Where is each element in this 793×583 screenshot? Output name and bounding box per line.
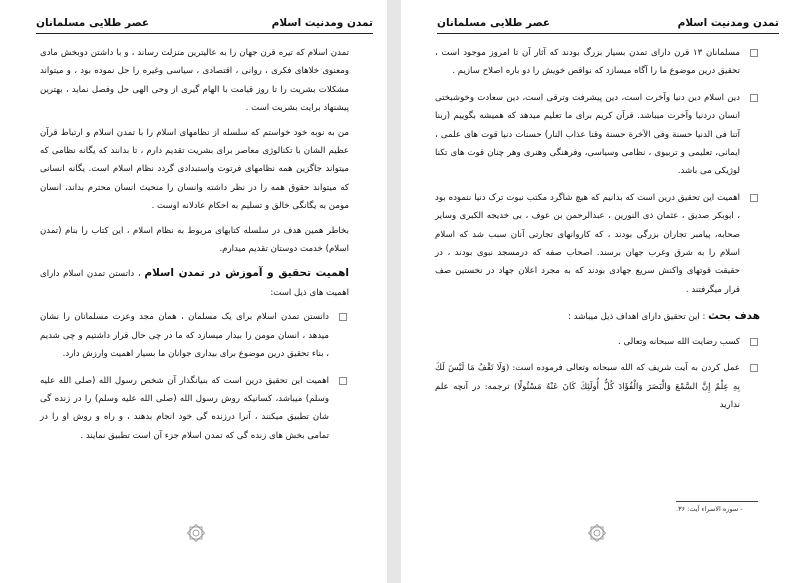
page-header (36, 17, 373, 34)
checkbox-bullet-icon (339, 313, 347, 321)
checkbox-bullet-icon (750, 364, 758, 372)
series-title: عصر طلایی مسلمانان (36, 17, 150, 29)
bullet-text: مسلمانان ۱۳ قرن دارای تمدن بسیار بزرگ بودند که آثار آن تا امروز موجود است ، تحقیق درین موضوع ما را آگاه میسازد که نواقص خویش را دو باره اصلاح سازیم . (435, 48, 740, 77)
goal-paragraph (435, 307, 760, 326)
bullet-text: دین اسلام دین دنیا وآخرت است، دین پیشرفت وترقی است، دین سعادت وخوشبختی انسان دردنیا وآخرت میباشد. قرآن کریم برای ما تعلیم میدهد که همیشه بگوییم (ربنا آتنا فی الدنیا حسنة وفی الآخرة حسنة وقنا عذاب النار) حسنات دنیا قوت های علمی ، ایمانی، تعلیمی و تربیوی ، نظامی وسیاسی، وفرهنگی وهنری وهر چنان قوت های تکنا لوژیکی می باشد. (435, 92, 740, 177)
right-page (401, 0, 793, 583)
page-header (437, 17, 779, 34)
checkbox-bullet-icon (750, 49, 758, 57)
page-body (435, 44, 760, 422)
bullet-text: عمل کردن به آیت شریف که الله سبحانه وتعالی فرموده است: (وَلَا تَقْفُ مَا لَيْسَ لَكَ بِهِ عِلْمٌ إِنَّ السَّمْعَ وَالْبَصَرَ وَالْفُؤَادَ كُلُّ أُولَئِكَ كَانَ عَنْهُ مَسْئُولًا) ترجمه: در آنچه علم نداريد (435, 363, 740, 410)
book-title: تمدن ومدنیت اسلام (271, 17, 373, 29)
bullet-item (435, 359, 760, 414)
section-paragraph (40, 264, 349, 302)
series-title: عصر طلایی مسلمانان (437, 17, 551, 29)
paragraph: من به نوبه خود خواستم که سلسله از نظامهای اسلام را با تمدن اسلام و ارتباط قرآن عظیم الشان با تکنالوژی معاصر برای بشریت تقدیم دارم ، تا بدانند که یگانه نظامی که میتواند جاگزین همه نظامهای فرتوت واستبدادی گردد نظام اسلام است. یگانه انسانی که میتواند حقوق همه را در نظر داشته وانسان را منحیث انسان محترم بداند، انسان مومن به یگانگی خالق و تسلیم به احکام عادلانه اوست . (40, 127, 349, 212)
goal-text: : این تحقیق دارای اهداف ذیل میباشد : (568, 312, 706, 323)
page-body (40, 44, 349, 453)
checkbox-bullet-icon (339, 377, 347, 385)
bullet-item (435, 44, 760, 81)
bullet-item (435, 189, 760, 299)
checkbox-bullet-icon (750, 194, 758, 202)
footnote: - سوره الاسراء آیت: ۳۶. (676, 505, 743, 513)
book-title: تمدن ومدنیت اسلام (677, 17, 779, 29)
paragraph: تمدن اسلام که تیره قرن جهان را به عالیترین منزلت رساند ، و با داشتن دوبخش مادی ومعنوی خلاهای فکری ، روانی ، اقتصادی ، سیاسی وغیره را حل نموده بود ، و میتواند مشکلات بشریت را تا روز قیامت با الهام گیری از وحی الهی حل وفصل نماید ، بهترین پیشنهاد برایت بشریت است . (40, 48, 349, 114)
section-text: ، داتستن تمدن اسلام دارای اهمیت های ذیل است: (40, 269, 349, 298)
bullet-item (40, 308, 349, 363)
checkbox-bullet-icon (750, 338, 758, 346)
paragraph: بخاطر همین هدف در سلسله کتابهای مربوط به نظام اسلام ، این کتاب را بنام (تمدن اسلام) خدمت دوستان تقدیم میدارم. (40, 225, 349, 255)
left-page (0, 0, 387, 583)
checkbox-bullet-icon (750, 94, 758, 102)
bullet-text: کسب رضایت الله سبحانه وتعالی . (618, 336, 740, 347)
bullet-text: دانستن تمدن اسلام برای یک مسلمان ، همان مجد وعزت مسلمانان را نشان میدهد ، انسان مومن را بیدار میسازد که ما در چی حال قرار داشتیم و چی شدیم ، بناء تحقیق درین موضوع برای بیداری جوانان ما بسیار اهمیت وارزش دارد. (40, 312, 329, 360)
page-ornament-icon (587, 523, 607, 543)
goal-heading: هدف بحث (708, 310, 760, 323)
bullet-item (40, 372, 349, 446)
bullet-item (435, 333, 760, 351)
bullet-text: اهمیت این تحقیق درین است که بدانیم که هیچ شاگرد مکتب نبوت ترک دنیا ننموده بود ، ابوبکر صدیق ، عثمان ذی النورین ، عبدالرحمن بن عوف ، بی خدیجه الکبری وسایر صحابه، پیامبر تجاران بزرگی بودند ، که کاروانهای تجارتی آنان سبب شد که اسلام اسلام را به شرق وغرب جهان برسند. اصحاب صفه که درمسجد نبوی بودند ، در حقیقت قوتهای واکنش سریع جهادی بودند که به مجرد اعلان جهاد در نخستین صف قرار میگرفتند . (435, 192, 740, 295)
bullet-item (435, 89, 760, 181)
book-gutter (387, 0, 401, 583)
page-ornament-icon (186, 523, 206, 543)
footnote-divider (676, 501, 758, 502)
section-heading: اهمیت تحقیق و آموزش در تمدن اسلام (144, 267, 350, 280)
bullet-text: اهمیت این تحقیق درین است که بنیانگذار آن شخص رسول الله (صلی الله علیه وسلم) میباشد، کسانیکه روش رسول الله (صلی الله علیه وسلم) را در زنده گی شان تطبیق میکنند ، آنرا درزنده گی خود انجام بدهند ، و راه و روش او را در تمامی بخش های زنده گی که تمدن اسلام جزء آن است تطبیق نمایند . (40, 375, 329, 441)
